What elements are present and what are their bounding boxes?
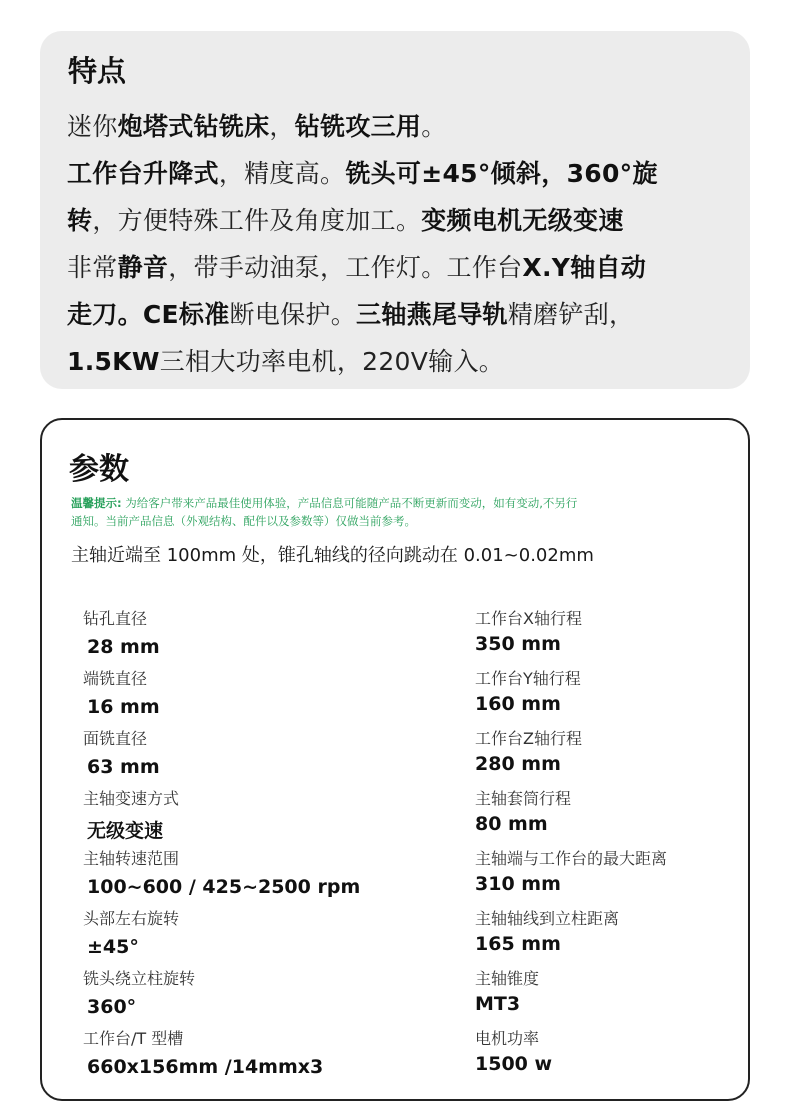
spec-value: 100~600 / 425~2500 rpm (87, 876, 361, 898)
feature-text: ， (269, 112, 295, 141)
notice-text (71, 494, 711, 530)
spec-label: 工作台Y轴行程 (475, 669, 581, 688)
feature-highlight: 铣头可±45°倾斜，360°旋 (345, 159, 658, 188)
feature-highlight: 三轴燕尾导轨 (356, 300, 508, 329)
feature-text: ，方便特殊工件及角度加工。 (92, 206, 422, 235)
params-card (40, 418, 750, 1101)
spec-value: 16 mm (87, 696, 160, 718)
notice-label: 温馨提示: (71, 496, 122, 510)
notice-line2: 通知。当前产品信息（外观结构、配件以及参数等）仅做当前参考。 (71, 514, 416, 528)
spec-label: 工作台Z轴行程 (475, 729, 582, 748)
spec-value: ±45° (87, 936, 139, 958)
spec-label: 电机功率 (475, 1029, 540, 1048)
spec-value: MT3 (475, 993, 521, 1015)
feature-highlight: 工作台升降式 (67, 159, 219, 188)
spec-label: 主轴套筒行程 (475, 789, 572, 808)
spec-label: 铣头绕立柱旋转 (83, 969, 196, 988)
feature-text: 非常 (67, 253, 118, 282)
spec-label: 主轴锥度 (475, 969, 540, 988)
feature-text: 。 (421, 112, 447, 141)
spec-value: 360° (87, 996, 137, 1018)
spec-label: 主轴转速范围 (83, 849, 180, 868)
features-description (67, 103, 739, 385)
feature-line (67, 197, 739, 244)
feature-highlight: 转 (67, 206, 93, 235)
spec-label: 主轴端与工作台的最大距离 (475, 849, 668, 868)
spec-label: 工作台/T 型槽 (83, 1029, 184, 1048)
feature-line (67, 244, 739, 291)
feature-text: 迷你 (67, 112, 118, 141)
feature-line (67, 103, 739, 150)
features-title: 特点 (68, 54, 127, 88)
feature-text: 精磨铲刮， (507, 300, 635, 329)
feature-highlight: 静音 (117, 253, 169, 282)
spec-value: 160 mm (475, 693, 561, 715)
feature-text: 三相大功率电机，220V输入。 (159, 347, 505, 376)
feature-text: ，精度高。 (218, 159, 346, 188)
feature-highlight: 变频电机无级变速 (421, 206, 624, 235)
spec-value: 28 mm (87, 636, 160, 658)
spec-value: 660x156mm /14mmx3 (87, 1056, 324, 1078)
spec-value: 165 mm (475, 933, 561, 955)
spec-value: 350 mm (475, 633, 561, 655)
spec-value: 63 mm (87, 756, 160, 778)
feature-line (67, 291, 739, 338)
spec-value: 280 mm (475, 753, 561, 775)
feature-highlight: 1.5KW (67, 347, 160, 376)
spec-value: 无级变速 (87, 820, 164, 842)
spec-label: 主轴轴线到立柱距离 (475, 909, 620, 928)
feature-highlight: 炮塔式钻铣床 (117, 112, 270, 141)
features-card (40, 31, 750, 389)
feature-text: ，带手动油泵，工作灯。工作台 (168, 253, 523, 282)
spec-label: 工作台X轴行程 (475, 609, 582, 628)
spec-label: 头部左右旋转 (83, 909, 180, 928)
feature-highlight: X.Y轴自动 (522, 253, 647, 282)
spec-label: 面铣直径 (83, 729, 148, 748)
spec-label: 钻孔直径 (83, 609, 148, 628)
spec-value: 80 mm (475, 813, 548, 835)
runout-spec: 主轴近端至 100mm 处，锥孔轴线的径向跳动在 0.01~0.02mm (71, 545, 594, 566)
spec-value: 1500 w (475, 1053, 553, 1075)
feature-highlight: 走刀。CE标准 (67, 300, 230, 329)
notice-line1: 为给客户带来产品最佳使用体验，产品信息可能随产品不断更新而变动，如有变动,不另行 (121, 496, 578, 510)
spec-label: 端铣直径 (83, 669, 148, 688)
spec-value: 310 mm (475, 873, 561, 895)
feature-line (67, 150, 739, 197)
feature-text: 断电保护。 (229, 300, 357, 329)
params-title: 参数 (69, 452, 129, 487)
spec-label: 主轴变速方式 (83, 789, 180, 808)
feature-line (67, 338, 739, 385)
feature-highlight: 钻铣攻三用 (294, 112, 422, 141)
